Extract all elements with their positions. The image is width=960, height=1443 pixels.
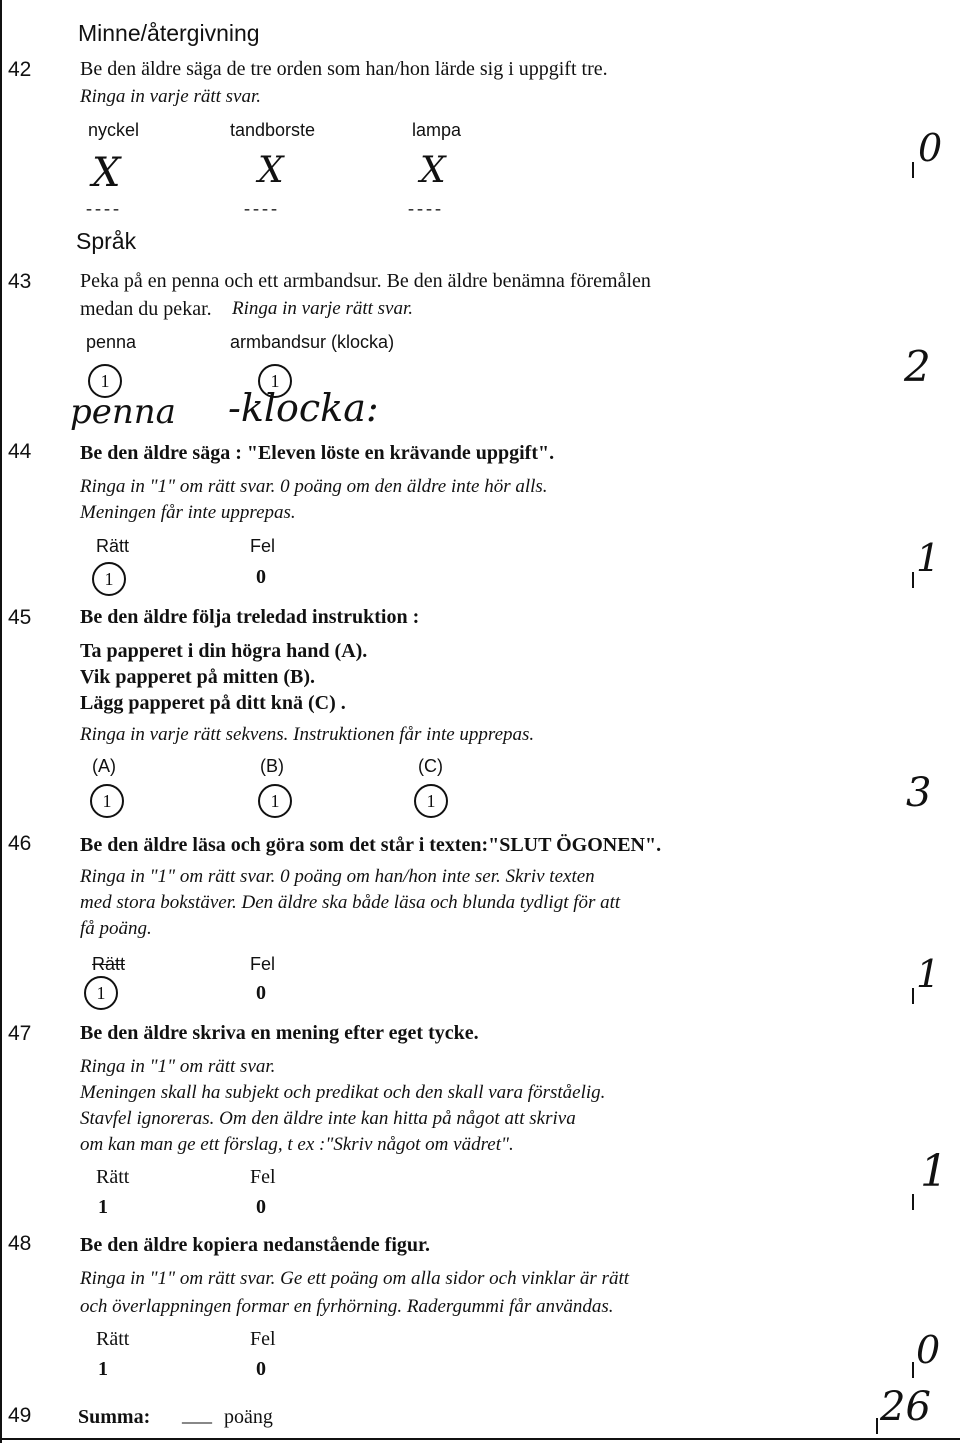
q46-right-label: Rätt [92, 954, 126, 974]
q45-step-a: Ta papperet i din högra hand (A). [80, 640, 368, 662]
page-bottom-rule [0, 1438, 960, 1440]
question-number-47: 47 [8, 1022, 32, 1045]
q45-step-b: Vik papperet på mitten (B). [80, 666, 315, 688]
q45-label-c: (C) [418, 756, 443, 776]
question-number-45: 45 [8, 606, 32, 629]
q42-blank-2: ---- [244, 198, 280, 218]
q46-right-value-circled: 1 [84, 976, 118, 1010]
q42-mark-2: X [258, 150, 284, 191]
q46-score-tick [912, 988, 914, 1004]
question-number-44: 44 [8, 440, 32, 463]
q43-handwriting-penna: penna [70, 392, 176, 432]
q46-text: Be den äldre läsa och göra som det står i texten:"SLUT ÖGONEN". [80, 834, 662, 856]
q42-mark-3: X [420, 150, 446, 191]
q44-wrong-value: 0 [256, 566, 266, 588]
q46-instruction-line1: Ringa in "1" om rätt svar. 0 poäng om han/hon inte ser. Skriv texten [80, 866, 595, 887]
q48-right-value: 1 [98, 1358, 108, 1380]
q42-word-tandborste: tandborste [230, 120, 316, 140]
q42-score-tick [912, 162, 914, 178]
q42-mark-1: X [92, 150, 121, 196]
q49-score-tick [876, 1418, 878, 1434]
q43-circled-klocka: 1 [258, 364, 292, 398]
q45-score: 3 [906, 770, 932, 816]
q46-instruction-line3: få poäng. [80, 918, 152, 939]
q47-instruction-line2: Meningen skall ha subjekt och predikat och den skall vara förståelig. [80, 1082, 606, 1103]
q47-instruction-line3: Stavfel ignoreras. Om den äldre inte kan hitta på något att skriva [80, 1108, 576, 1129]
q47-right-label: Rätt [96, 1166, 130, 1188]
q47-score: 1 [920, 1146, 948, 1197]
q45-step-c: Lägg papperet på ditt knä (C) . [80, 692, 346, 714]
q48-right-label: Rätt [96, 1328, 130, 1350]
question-number-48: 48 [8, 1232, 32, 1255]
question-number-42: 42 [8, 58, 32, 81]
q44-instruction-line1: Ringa in "1" om rätt svar. 0 poäng om den äldre inte hör alls. [80, 476, 548, 497]
q49-unit: poäng [224, 1406, 273, 1428]
q48-score-tick [912, 1362, 914, 1378]
q46-wrong-label: Fel [250, 954, 276, 974]
q48-wrong-label: Fel [250, 1328, 276, 1350]
q43-circled-penna: 1 [88, 364, 122, 398]
q43-handwriting-klocka: -klocka: [228, 386, 379, 430]
q42-text: Be den äldre säga de tre orden som han/hon lärde sig i uppgift tre. [80, 58, 608, 80]
section-title-language: Språk [76, 228, 137, 254]
q44-wrong-label: Fel [250, 536, 276, 556]
q48-instruction-line1: Ringa in "1" om rätt svar. Ge ett poäng om alla sidor och vinklar är rätt [80, 1268, 629, 1289]
q43-line2: medan du pekar. [80, 298, 212, 320]
q44-score: 1 [916, 536, 941, 580]
q44-score-tick [912, 572, 914, 588]
q43-item-armbandsur: armbandsur (klocka) [230, 332, 395, 352]
q42-word-lampa: lampa [412, 120, 462, 140]
q43-line1: Peka på en penna och ett armbandsur. Be den äldre benämna föremålen [80, 270, 651, 292]
q49-summa-label: Summa: [78, 1406, 151, 1428]
section-title-memory: Minne/återgivning [78, 20, 260, 46]
q46-score: 1 [916, 952, 941, 996]
q46-instruction-line2: med stora bokstäver. Den äldre ska både läsa och blunda tydligt för att [80, 892, 621, 913]
question-number-46: 46 [8, 832, 32, 855]
q44-right-label: Rätt [96, 536, 130, 556]
q45-label-a: (A) [92, 756, 116, 776]
q47-instruction-line4: om kan man ge ett förslag, t ex :"Skriv något om vädret". [80, 1134, 514, 1155]
q43-instruction: Ringa in varje rätt svar. [232, 298, 414, 319]
q45-label-b: (B) [260, 756, 284, 776]
q42-word-nyckel: nyckel [88, 120, 140, 140]
q45-value-a-circled: 1 [90, 784, 124, 818]
q47-wrong-value: 0 [256, 1196, 266, 1218]
q45-value-b-circled: 1 [258, 784, 292, 818]
q48-wrong-value: 0 [256, 1358, 266, 1380]
q42-instruction: Ringa in varje rätt svar. [80, 86, 262, 107]
q49-total-score: 26 [880, 1384, 931, 1430]
q45-value-c-circled: 1 [414, 784, 448, 818]
q42-blank-3: ---- [408, 198, 444, 218]
question-number-49: 49 [8, 1404, 32, 1427]
q47-wrong-label: Fel [250, 1166, 276, 1188]
q49-blank: ___ [182, 1404, 212, 1426]
q44-text: Be den äldre säga : "Eleven löste en krävande uppgift". [80, 442, 555, 464]
q47-text: Be den äldre skriva en mening efter eget tycke. [80, 1022, 479, 1044]
q46-wrong-value: 0 [256, 982, 266, 1004]
q47-score-tick [912, 1194, 914, 1210]
q43-item-penna: penna [86, 332, 137, 352]
q47-instruction-line1: Ringa in "1" om rätt svar. [80, 1056, 276, 1077]
q42-score: 0 [918, 126, 943, 170]
q48-text: Be den äldre kopiera nedanstående figur. [80, 1234, 431, 1256]
q43-score: 2 [904, 342, 931, 391]
question-number-43: 43 [8, 270, 32, 293]
q45-text: Be den äldre följa treledad instruktion : [80, 606, 420, 628]
q42-blank-1: ---- [86, 198, 122, 218]
page-left-border [0, 0, 4, 1443]
q47-right-value: 1 [98, 1196, 108, 1218]
q48-score: 0 [916, 1328, 941, 1372]
q48-instruction-line2: och överlappningen formar en fyrhörning. Radergummi får användas. [80, 1296, 614, 1317]
q44-right-value-circled: 1 [92, 562, 126, 596]
q45-instruction: Ringa in varje rätt sekvens. Instruktionen får inte upprepas. [80, 724, 535, 745]
q44-instruction-line2: Meningen får inte upprepas. [80, 502, 296, 523]
